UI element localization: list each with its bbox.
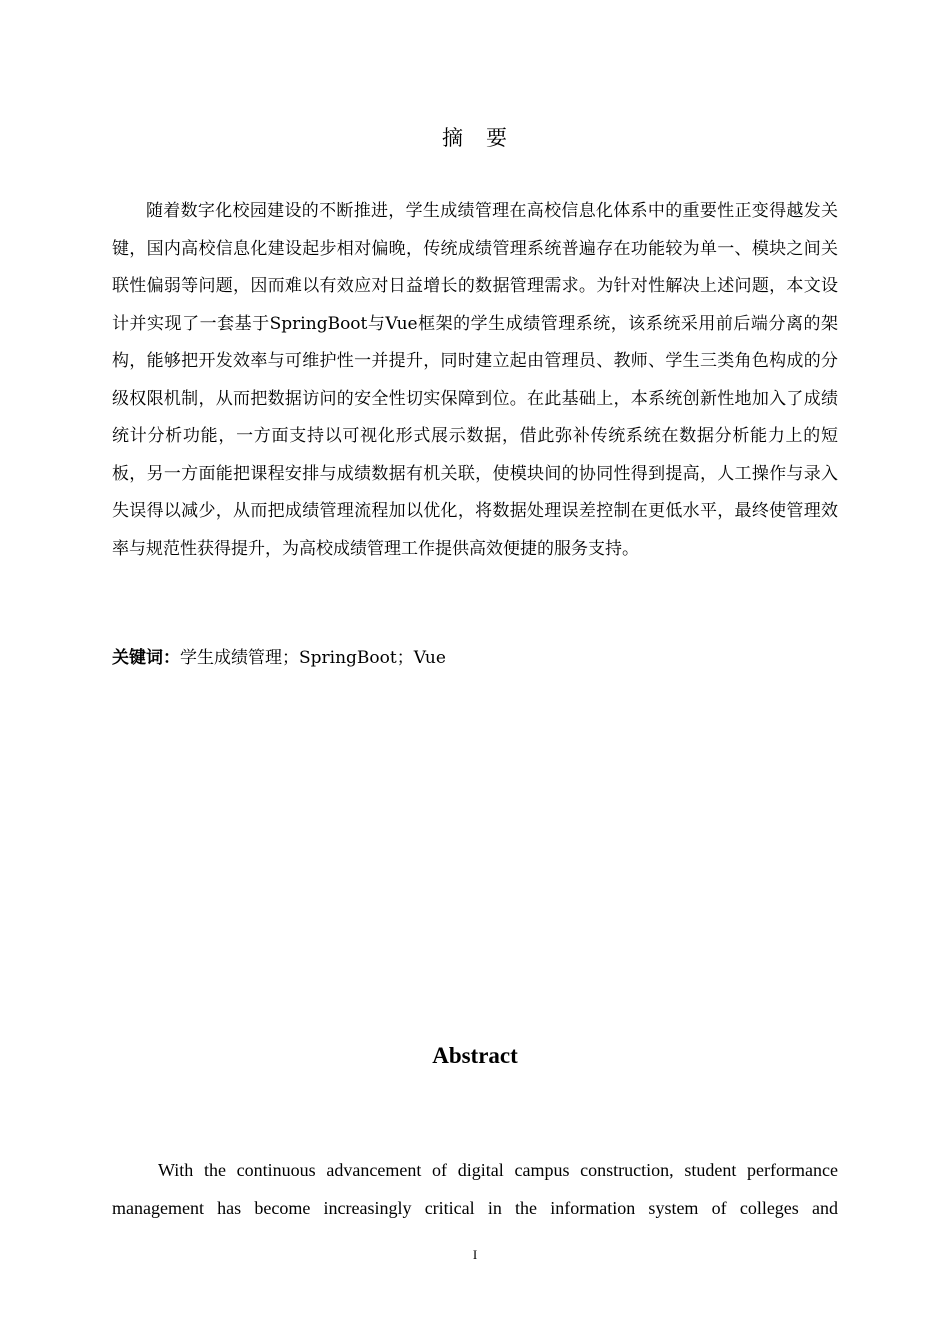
- chinese-abstract-body: 随着数字化校园建设的不断推进，学生成绩管理在高校信息化体系中的重要性正变得越发关键，国内高校信息化建设起步相对偏晚，传统成绩管理系统普遍存在功能较为单一、模块之间关联性偏弱等问题，因而难以有效应对日益增长的数据管理需求。为针对性解决上述问题，本文设计并实现了一套基于SpringBoot与Vue框架的学生成绩管理系统，该系统采用前后端分离的架构，能够把开发效率与可维护性一并提升，同时建立起由管理员、教师、学生三类角色构成的分级权限机制，从而把数据访问的安全性切实保障到位。在此基础上，本系统创新性地加入了成绩统计分析功能，一方面支持以可视化形式展示数据，借此弥补传统系统在数据分析能力上的短板，另一方面能把课程安排与成绩数据有机关联，使模块间的协同性得到提高，人工操作与录入失误得以减少，从而把成绩管理流程加以优化，将数据处理误差控制在更低水平，最终使管理效率与规范性获得提升，为高校成绩管理工作提供高效便捷的服务支持。: [112, 201, 838, 559]
- page-number: I: [472, 1247, 478, 1262]
- chinese-abstract-title: 摘 要: [442, 126, 508, 150]
- keywords-label: 关键词：: [112, 648, 180, 668]
- keywords-value: 学生成绩管理；SpringBoot；Vue: [180, 648, 446, 668]
- keywords-line: [112, 643, 838, 673]
- english-abstract-title: Abstract: [432, 1043, 518, 1068]
- english-abstract-body: With the continuous advancement of digital campus construction, student performance management has become increasingly critical in the information system of colleges and: [112, 1160, 838, 1218]
